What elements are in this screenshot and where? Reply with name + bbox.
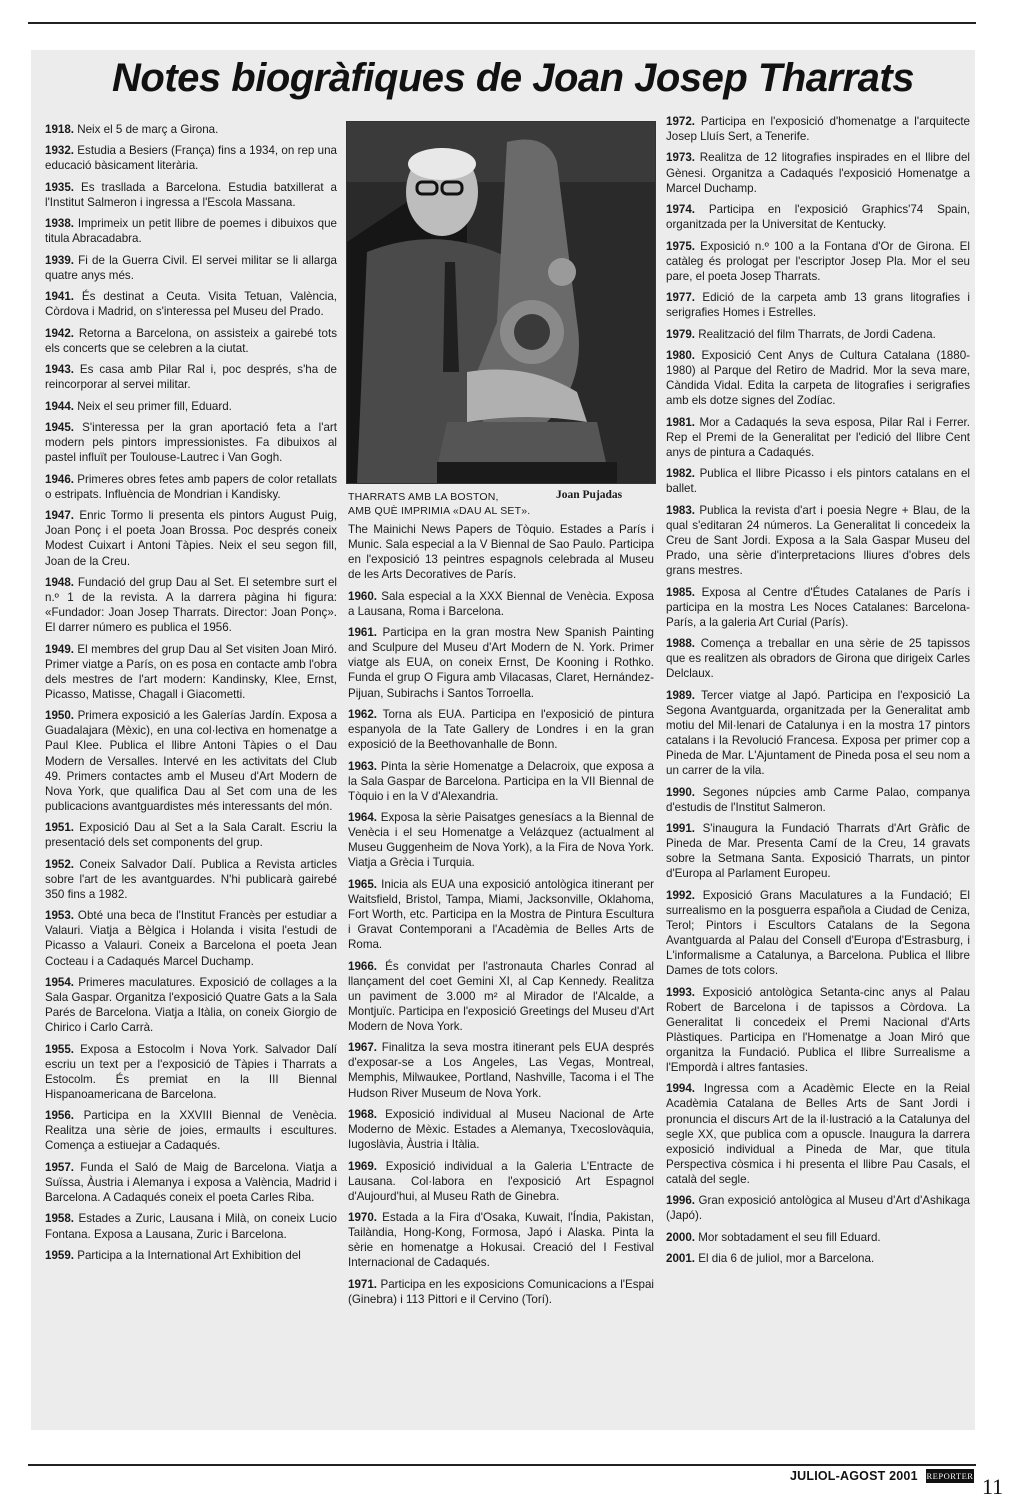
entry-text: Fundació del grup Dau al Set. El setembre surt el n.º 1 de la revista. A la darrera pàgina hi figura: «Fundador: Joan Josep Tharrats. Director: Joan Ponç». El darrer número es publica el 1956.: [45, 575, 337, 635]
entry-year: 1950.: [45, 709, 75, 723]
magazine-logo: REPORTER: [926, 1471, 974, 1481]
entry-text: Exposició Dau al Set a la Sala Caralt. Escriu la presentació dels set components del grup.: [45, 821, 337, 850]
entry-text: Es trasllada a Barcelona. Estudia batxillerat a l'Institut Salmeron i ingressa a l'Escola Massana.: [45, 180, 337, 209]
entry-year: 1975.: [666, 239, 696, 253]
entry-year: 1991.: [666, 822, 696, 835]
entry-year: 1982.: [666, 467, 696, 481]
entry-text: S'interessa per la gran aportació feta a l'art modern pels pintors impressionistes. Fa dibuixos al pastel influït per Toulouse-Lautrec i Van Gogh.: [45, 421, 337, 465]
entry-text: Segones núpcies amb Carme Palao, companya d'estudis de l'Institut Salmeron.: [666, 785, 970, 814]
timeline-entry: [666, 821, 970, 881]
timeline-entry: [666, 585, 970, 630]
entry-year: 1943.: [45, 363, 75, 377]
entry-text: Estudia a Besiers (França) fins a 1934, on rep una educació bàsicament literària.: [45, 144, 337, 173]
timeline-entry: [666, 1081, 970, 1187]
timeline-entry: [45, 1160, 337, 1205]
entry-text: Participa en l'exposició d'homenatge a l'arquitecte Josep Lluís Sert, a Tenerife.: [666, 115, 970, 144]
entry-text: Enric Tormo li presenta els pintors August Puig, Joan Ponç i el poeta Joan Brossa. Poc després coneix Modest Cuixart i Antoni Tàpies. Neix el seu segon fill, Joan de la Creu.: [45, 509, 337, 568]
entry-text: Primeres maculatures. Exposició de collages a la Sala Gaspar. Organitza l'exposició Quatre Gats a la Sala Parés de Barcelona. Viatja a Itàlia, on coneix Giorgio de Chirico i Carlo Carrà.: [45, 975, 337, 1035]
entry-text: Edició de la carpeta amb 13 grans litografies i serigrafies Homes i Estrelles.: [666, 291, 970, 320]
article-title: Notes biogràfiques de Joan Josep Tharrats: [112, 56, 914, 100]
entry-year: 1958.: [45, 1212, 75, 1226]
entry-text: Exposició antològica Setanta-cinc anys al Palau Robert de Barcelona i de tapissos a Còrdova. La Generalitat li concedeix el Premi Nacional d'Arts Plàstiques. Participa en l'Homenatge a Joan Miró que organitza la Fundació. Publica el llibre Surrealisme a l'Empordà i altres fantasies.: [666, 985, 970, 1074]
entry-year: 1964.: [348, 811, 378, 825]
timeline-entry: [666, 415, 970, 460]
timeline-entry: [45, 143, 337, 173]
entry-year: 1938.: [45, 217, 75, 231]
entry-year: 1983.: [666, 503, 696, 517]
timeline-entry: [348, 589, 654, 619]
timeline-entry: [666, 636, 970, 681]
entry-year: 1952.: [45, 857, 75, 871]
entry-text: Fi de la Guerra Civil. El servei militar se li allarga quatre anys més.: [45, 253, 337, 282]
entry-year: 1942.: [45, 326, 75, 340]
entry-year: 2001.: [666, 1252, 696, 1266]
entry-text: Finalitza la seva mostra itinerant pels EUA després d'exposar-se a Los Angeles, Las Vegas, Montreal, Memphis, Milwaukee, Portland, Nashville, Tacoma i el The Hudson River Museum de Nova York.: [348, 1041, 654, 1100]
entry-year: 1948.: [45, 575, 75, 589]
timeline-entry: [348, 959, 654, 1034]
top-rule: [28, 22, 976, 24]
caption-line-1: THARRATS AMB LA BOSTON,: [348, 491, 499, 503]
entry-text: Gran exposició antològica al Museu d'Art d'Ashikaga (Japó).: [666, 1194, 970, 1223]
entry-text: Inicia als EUA una exposició antològica itinerant per Waitsfield, Bristol, Tampa, Miami, Jacksonville, Oklahoma, Fort Worth, etc. Participa en la Mostra de Pintura Escultura i Gravat Contemporani a l'Acadèmia de Belles Arts de Roma.: [348, 877, 654, 952]
timeline-entry: [666, 202, 970, 232]
entry-year: 1981.: [666, 415, 696, 429]
entry-year: 2000.: [666, 1230, 696, 1244]
entry-year: 1939.: [45, 253, 75, 267]
entry-year: 1959.: [45, 1248, 75, 1262]
entry-text: És convidat per l'astronauta Charles Conrad al llançament del coet Gemini XI, al Cap Kennedy. Realitza un paviment de 3.000 m² al Mirador de l'Alcalde, a Montjuïc. Participa en l'exposició Greetings del Museu d'Art Modern de Nova York.: [348, 959, 654, 1033]
entry-year: 1966.: [348, 959, 378, 973]
entry-text: Exposició individual al Museu Nacional de Arte Moderno de Mèxic. Estades a Alemanya, Txecoslovàquia, Iugoslàvia, Àustria i Itàlia.: [348, 1107, 654, 1152]
timeline-entry: [666, 785, 970, 815]
timeline-entry: [45, 362, 337, 392]
issue-date: JULIOL-AGOST 2001: [790, 1469, 918, 1483]
entry-year: 1944.: [45, 399, 75, 413]
entry-text: Exposa al Centre d'Études Catalanes de París i participa en la mostra Les Noces Catalanes: Barcelona-París, a la galeria Art Curial (París).: [666, 585, 970, 629]
page-number: 11: [982, 1474, 1004, 1499]
column-right: [666, 114, 970, 1273]
entry-year: 1918.: [45, 123, 75, 136]
entry-text: Estades a Zuric, Lausana i Milà, on coneix Lucio Fontana. Exposa a Lausana, Zuric i Barcelona.: [45, 1212, 337, 1241]
entry-text: Participa en la gran mostra New Spanish Painting and Sculpure del Museu d'Art Modern de N. York. Primer viatge als EUA, on coneix Ernst, De Kooning i Rothko. Funda el grup O Figura amb Vilacasas, Claret, Hernández-Pijuan, Subirachs i Santos Torroella.: [348, 626, 654, 700]
entry-year: 1956.: [45, 1109, 75, 1123]
entry-year: 1994.: [666, 1082, 696, 1096]
entry-text: Estada a la Fira d'Osaka, Kuwait, l'Índia, Pakistan, Tailàndia, Hong-Kong, Formosa, Japó i Alaska. Pinta la sèrie en homenatge a Hokusai. Creació del I Festival Internacional de Cadaqués.: [348, 1211, 654, 1270]
entry-year: 1973.: [666, 151, 696, 165]
entry-year: 1993.: [666, 985, 696, 999]
entry-year: 1977.: [666, 291, 696, 305]
entry-year: 1954.: [45, 975, 75, 989]
bottom-rule: [28, 1464, 976, 1466]
caption-line-2: AMB QUÈ IMPRIMIA «DAU AL SET».: [348, 505, 531, 517]
timeline-entry: [348, 759, 654, 804]
timeline-entry: [45, 1108, 337, 1153]
entry-text: Neix el 5 de març a Girona.: [74, 123, 219, 136]
entry-year: 1951.: [45, 821, 75, 835]
timeline-entry: [666, 503, 970, 578]
timeline-entry: [45, 820, 337, 850]
entry-text: Es casa amb Pilar Ral i, poc després, s'ha de reincorporar al servei militar.: [45, 363, 337, 392]
entry-text: Exposa a Estocolm i Nova York. Salvador Dalí escriu un text per a l'exposició de Tàpies i Tharrats a Estocolm. És premiat en la III Biennal Hispanoamericana de Barcelona.: [45, 1042, 337, 1101]
timeline-entry: [45, 420, 337, 465]
entry-year: 1947.: [45, 509, 75, 523]
entry-year: 1962.: [348, 707, 378, 721]
timeline-entry: [45, 472, 337, 502]
entry-year: 1996.: [666, 1194, 696, 1208]
entry-text: Participa en l'exposició Graphics'74 Spain, organitzada per la Universitat de Kentucky.: [666, 203, 970, 232]
timeline-entry: [45, 1042, 337, 1102]
timeline-entry: [45, 1211, 337, 1241]
photo-tharrats-boston: [346, 121, 656, 484]
timeline-entry: [348, 810, 654, 870]
timeline-entry: [348, 1040, 654, 1100]
entry-text: El dia 6 de juliol, mor a Barcelona.: [695, 1252, 875, 1266]
timeline-entry: [348, 1159, 654, 1204]
entry-text: Comença a treballar en una sèrie de 25 tapissos que es realitzen als obradors de Girona que dirigeix Carles Delclaux.: [666, 637, 970, 681]
timeline-entry: [666, 327, 970, 342]
entry-text: Exposició Grans Maculatures a la Fundació; El surrealismo en la posguerra española a Ciudad de Ceniza, Terol; Pintors i Escultors Catalans de la Segona Avantguarda al Palau del Consell d'Europa d'Estrasburg, i L'informalisme a Catalunya, a Barcelona. Publica el llibre Dames de tots colors.: [666, 888, 970, 978]
entry-year: 1992.: [666, 888, 696, 902]
entry-year: 1988.: [666, 637, 696, 651]
timeline-entry: [45, 289, 337, 319]
timeline-entry: [666, 348, 970, 408]
entry-year: 1949.: [45, 642, 75, 656]
entry-text: Participa en la XXVIII Biennal de Venècia. Realitza una sèrie de joies, ermaults i escultures. Comença a estiuejar a Cadaqués.: [45, 1109, 337, 1153]
timeline-entry: [666, 1230, 970, 1245]
entry-text: Exposa la sèrie Paisatges genesíacs a la Biennal de Venècia i el seu Homenatge a Velázquez (actualment al Museu Guggenheim de Nova York), a la Fira de Nova York. Viatja a Grècia i Turquia.: [348, 811, 654, 870]
column-middle: [348, 522, 654, 1313]
timeline-entry: [666, 150, 970, 195]
entry-year: 1979.: [666, 327, 696, 341]
entry-text: Torna als EUA. Participa en l'exposició de pintura espanyola de la Tate Gallery de Londres i en la gran exposició de la Beethovanhalle de Bonn.: [348, 707, 654, 752]
photo-credit: Joan Pujadas: [556, 489, 623, 501]
entry-text: Obté una beca de l'Institut Francès per estudiar a Valauri. Viatja a Bèlgica i Holanda i visita l'estudi de Picasso a Valauri. Coneix a Barcelona el poeta Jean Cocteau i a Cadaqués Marcel Duchamp.: [45, 909, 337, 968]
entry-year: 1970.: [348, 1211, 378, 1225]
timeline-entry: [666, 985, 970, 1076]
entry-text: Tercer viatge al Japó. Participa en l'exposició La Segona Avantguarda, organitzada per la Generalitat amb motiu del Mil·lenari de Catalunya i en la mostra 17 pintors catalans i la Revolució Francesa. Exposa per primer cop a Pineda de Mar. L'Ajuntament de Pineda posa el seu nom a un carrer de la vila.: [666, 688, 970, 778]
entry-text: Mor a Cadaqués la seva esposa, Pilar Ral i Ferrer. Rep el Premi de la Generalitat per l'edició del llibre Cent anys de pintura a Cadaqués.: [666, 415, 970, 459]
entry-text: Participa a la International Art Exhibition del: [74, 1248, 301, 1262]
entry-text: Participa en les exposicions Comunicacions a l'Espai (Ginebra) i 113 Pittori e il Cervino (Torí).: [348, 1277, 654, 1306]
entry-year: 1957.: [45, 1160, 75, 1174]
entry-text: Publica la revista d'art i poesia Negre + Blau, de la qual s'editaran 24 números. La Generalitat li concedeix la Creu de Sant Jordi. Exposa a la Sala Gaspar Museu del Prado, una sèrie d'interpretacions lliures d'obres dels grans mestres.: [666, 503, 970, 578]
timeline-entry: [45, 216, 337, 246]
timeline-entry: [348, 522, 654, 582]
entry-year: 1946.: [45, 472, 75, 486]
timeline-entry: [45, 708, 337, 814]
entry-year: 1980.: [666, 349, 696, 362]
entry-text: Realitza de 12 litografies inspirades en el llibre del Gènesi. Organitza a Cadaqués l'exposició Homenatge a Marcel Duchamp.: [666, 151, 970, 195]
entry-year: 1990.: [666, 785, 696, 799]
entry-year: 1985.: [666, 585, 696, 599]
entry-text: Funda el Saló de Maig de Barcelona. Viatja a Suïssa, Àustria i Alemanya i exposa a València, Madrid i Barcelona. A Cadaqués coneix el poeta Carles Riba.: [45, 1160, 337, 1205]
entry-year: 1932.: [45, 144, 75, 158]
timeline-entry: [348, 1210, 654, 1270]
timeline-entry: [45, 642, 337, 702]
entry-text: Exposició individual a la Galeria L'Entracte de Lausana. Col·labora en l'exposició Art Espagnol d'Aujourd'hui, al Museu Rath de Ginebra.: [348, 1159, 654, 1203]
entry-text: Pinta la sèrie Homenatge a Delacroix, que exposa a la Sala Gaspar de Barcelona. Participa en la VII Biennal de Tòquio i en la V d'Alexandria.: [348, 759, 654, 803]
entry-text: Publica el llibre Picasso i els pintors catalans en el ballet.: [666, 467, 970, 496]
timeline-entry: [348, 1277, 654, 1307]
timeline-entry: [348, 625, 654, 700]
photo-illustration: [347, 122, 655, 483]
timeline-entry: [45, 508, 337, 568]
timeline-entry: [45, 975, 337, 1035]
timeline-entry: [666, 888, 970, 979]
entry-year: 1967.: [348, 1041, 378, 1055]
entry-text: Mor sobtadament el seu fill Eduard.: [695, 1230, 881, 1244]
timeline-entry: [45, 908, 337, 968]
entry-text: Primeres obres fetes amb papers de color retallats o estripats. Influència de Mondrian i Kandisky.: [45, 472, 337, 501]
timeline-entry: [45, 857, 337, 902]
entry-year: 1989.: [666, 688, 696, 702]
timeline-entry: [348, 877, 654, 952]
entry-text: Ingressa com a Acadèmic Electe en la Reial Acadèmia Catalana de Belles Arts de Sant Jordi i pronuncia el discurs Art de la il·lustració a la Catalunya del segle XX, que publica com a opuscle. Inaugura la darrera exposició individual a Pineda de Mar, que titula Perspectiva còsmica i hi presenta el llibre Pau Casals, el català del segle.: [666, 1082, 970, 1186]
entry-year: 1945.: [45, 421, 75, 435]
entry-year: 1961.: [348, 626, 378, 640]
entry-text: Imprimeix un petit llibre de poemes i dibuixos que titula Abracadabra.: [45, 217, 337, 246]
entry-year: 1935.: [45, 180, 75, 194]
timeline-entry: [348, 707, 654, 752]
entry-text: S'inaugura la Fundació Tharrats d'Art Gràfic de Pineda de Mar. Presenta Camí de la Creu, 14 gravats sobre la Setmana Santa. Exposició Tharrats, un pintor d'Europa al Parlament Europeu.: [666, 822, 970, 881]
timeline-entry: [666, 239, 970, 284]
timeline-entry: [666, 466, 970, 496]
entry-year: 1965.: [348, 877, 378, 891]
entry-year: 1953.: [45, 909, 75, 923]
entry-text: Realització del film Tharrats, de Jordi Cadena.: [695, 327, 936, 341]
timeline-entry: [666, 290, 970, 320]
entry-year: 1972.: [666, 115, 696, 128]
timeline-entry: [666, 1193, 970, 1223]
column-left: [45, 122, 337, 1269]
timeline-entry: [45, 399, 337, 414]
timeline-entry: [45, 575, 337, 635]
entry-text: Exposició n.º 100 a la Fontana d'Or de Girona. El catàleg és prologat per l'escriptor Josep Pla. Mor el seu pare, el poeta Josep Tharrats.: [666, 239, 970, 283]
timeline-entry: [45, 180, 337, 210]
entry-year: 1955.: [45, 1042, 75, 1056]
timeline-entry: [348, 1107, 654, 1152]
timeline-entry: [666, 688, 970, 779]
entry-text: The Mainichi News Papers de Tòquio. Estades a París i Munic. Sala especial a la V Biennal de Sao Paulo. Participa en l'exposició 13 peintres espagnols celebrada al Museu de les Arts Decoratives de París.: [348, 523, 654, 582]
entry-text: És destinat a Ceuta. Visita Tetuan, València, Còrdova i Madrid, on s'interessa pel Museu del Prado.: [45, 290, 337, 319]
entry-year: 1969.: [348, 1159, 378, 1173]
timeline-entry: [666, 114, 970, 144]
entry-year: 1941.: [45, 290, 75, 304]
entry-year: 1971.: [348, 1277, 378, 1291]
entry-year: 1960.: [348, 589, 378, 603]
entry-year: 1963.: [348, 759, 378, 773]
entry-text: Retorna a Barcelona, on assisteix a gairebé tots els concerts que se celebren a la ciutat.: [45, 326, 337, 355]
entry-text: Sala especial a la XXX Biennal de Venècia. Exposa a Lausana, Roma i Barcelona.: [348, 589, 654, 618]
timeline-entry: [666, 1251, 970, 1266]
entry-text: Exposició Cent Anys de Cultura Catalana (1880-1980) al Parque del Retiro de Madrid. Mor la seva mare, Càndida Vidal. Edita la carpeta de litografies i serigrafies amb els dotze signes del Zodíac.: [666, 349, 970, 408]
entry-year: 1968.: [348, 1107, 378, 1121]
timeline-entry: [45, 326, 337, 356]
entry-text: Primera exposició a les Galerías Jardín. Exposa a Guadalajara (Mèxic), en una col·lectiva en homenatge a Paul Klee. Publica el llibre Antoni Tàpies o el Dau Modern de Versalles. Intervé en les activitats del Club 49. Primers contactes amb el Museu d'Art Modern de Nova York, que qualifica Dau al Set com una de les publicacions avantguardistes més interessants del món.: [45, 709, 337, 813]
entry-year: 1974.: [666, 203, 696, 217]
entry-text: Coneix Salvador Dalí. Publica a Revista articles sobre l'art de les avantguardes. N'hi publicarà gairebé 350 fins a 1982.: [45, 857, 337, 901]
timeline-entry: [45, 1248, 337, 1263]
timeline-entry: [45, 122, 337, 137]
timeline-entry: [45, 253, 337, 283]
entry-text: Neix el seu primer fill, Eduard.: [74, 399, 232, 413]
entry-text: El membres del grup Dau al Set visiten Joan Miró. Primer viatge a París, on es posa en contacte amb l'obra dels mestres de l'art modern: Kandinsky, Klee, Ernst, Picasso, Matisse, Chagall i Giacometti.: [45, 642, 337, 701]
